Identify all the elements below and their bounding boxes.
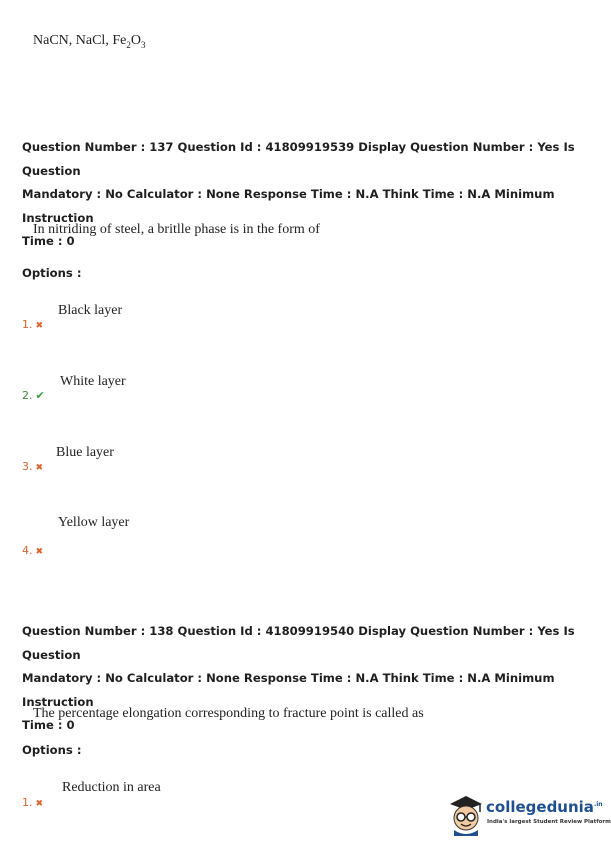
option-number-label: 4. [22,544,33,557]
option-number [22,544,43,557]
logo-name: collegedunia [486,798,594,816]
question-138-text: The percentage elongation corresponding to fracture point is called as [33,706,424,721]
cross-icon: ✖ [35,547,44,557]
mascot-icon [446,792,486,836]
collegedunia-logo [446,792,611,838]
option-number [22,796,43,809]
question-137-text: In nitriding of steel, a britlle phase is in the form of [33,222,320,237]
option-number [22,460,43,473]
meta-line: Time : 0 [22,718,75,732]
meta-line: Mandatory : No Calculator : None Response Time : N.A Think Time : N.A Minimum Instruction [22,187,555,225]
meta-line: Time : 0 [22,234,75,248]
option-number [22,318,43,331]
logo-tagline: India's largest Student Review Platform [487,819,611,825]
logo-suffix: .in [593,801,603,808]
option-text: White layer [60,374,126,389]
option-text: Yellow layer [58,515,130,530]
option-text: Reduction in area [62,780,161,795]
options-label: Options : [22,266,82,280]
meta-line: Question Number : 137 Question Id : 41809919539 Display Question Number : Yes Is Question [22,140,575,178]
options-label: Options : [22,743,82,757]
formula-text: NaCN, NaCl, $Fe_2O_3$ [33,33,146,50]
option-number-label: 1. [22,318,33,331]
option-number [22,389,45,402]
option-text: Black layer [58,303,123,318]
logo-wordmark [486,798,603,816]
option-number-label: 2. [22,389,33,402]
cross-icon: ✖ [35,463,44,473]
cross-icon: ✖ [35,799,44,809]
option-text: Blue layer [56,445,114,460]
cross-icon: ✖ [35,321,44,331]
option-number-label: 3. [22,460,33,473]
option-number-label: 1. [22,796,33,809]
meta-line: Question Number : 138 Question Id : 41809919540 Display Question Number : Yes Is Question [22,624,575,662]
meta-line: Mandatory : No Calculator : None Response Time : N.A Think Time : N.A Minimum Instruction [22,671,555,709]
check-icon: ✔ [35,389,45,402]
